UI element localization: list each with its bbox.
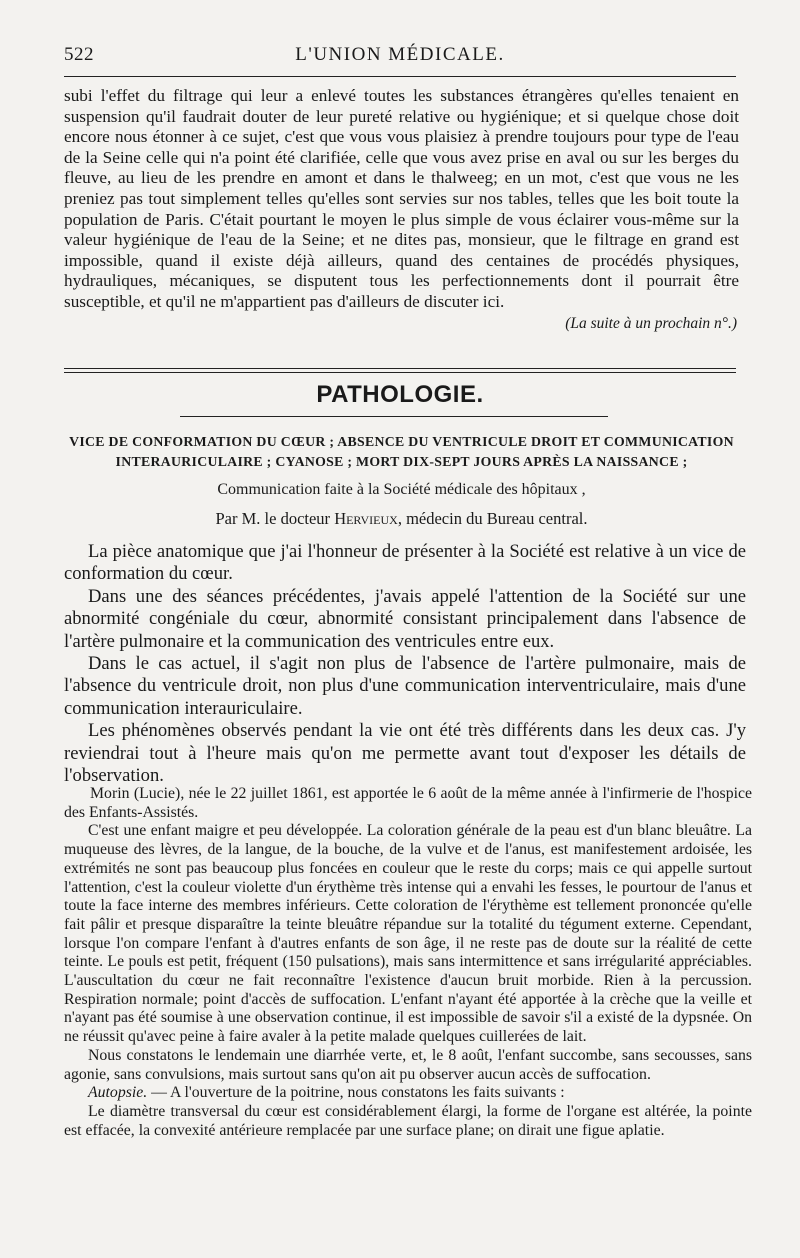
author-suffix: , médecin du Bureau central.: [397, 509, 588, 528]
intro-paragraph: Dans le cas actuel, il s'agit non plus de l'absence de l'artère pulmonaire, mais de l'absence du ventricule droit, non plus d'une communication interventriculaire, mais d'une communication interauriculaire.: [64, 653, 746, 719]
header-rule: [64, 76, 736, 77]
intro-paragraph: Les phénomènes observés pendant la vie ont été très différents dans les deux cas. J'y reviendrai tout à l'heure mais qu'on me permette avant tout d'exposer les détails de l'observation.: [64, 720, 746, 787]
author-prefix: Par M. le docteur: [215, 509, 331, 528]
intro-paragraph: La pièce anatomique que j'ai l'honneur de présenter à la Société est relative à un vice de conformation du cœur.: [64, 541, 746, 585]
author-line: [64, 509, 739, 529]
running-head: [64, 44, 736, 74]
page-number: 522: [64, 44, 94, 65]
intro-paragraph: Dans une des séances précédentes, j'avais appelé l'attention de la Société sur une abnormité congéniale du cœur, abnormité consistant principalement dans l'absence de l'artère pulmonaire et la communication des ventricules entre eux.: [64, 585, 746, 652]
section-title-rule: [180, 416, 608, 417]
author-name: Hervieux: [334, 509, 398, 528]
observation-paragraph: C'est une enfant maigre et peu développée. La coloration générale de la peau est d'un blanc bleuâtre. La muqueuse des lèvres, de la langue, de la bouche, de la vulve et de l'anus, est manifestement ardoisée, les extrémités ne sont pas beaucoup plus foncées en couleur que le reste du corps; mais ce qui appelle surtout l'attention, c'est la couleur violette d'un érythème très intense qui a envahi les fesses, le pourtour de l'anus et toute la face interne des membres inférieurs. Cette coloration de l'érythème est tellement prononcée qu'elle fait pâlir et presque disparaître la teinte bleuâtre répandue sur la totalité du tégument externe. Cependant, lorsque l'on compare l'enfant à d'autres enfants de son âge, il ne reste pas de doute sur la réalité de cette teinte. Le pouls est petit, fréquent (150 pulsations), mais sans intermittence et sans irrégularité appréciables. L'auscultation du cœur ne fait reconnaître l'existence d'aucun bruit morbide. Rien à la percussion. Respiration normale; point d'accès de suffocation. L'enfant n'ayant été apportée à la crèche que la veille et n'ayant pas été soumise à une observation continue, il est impossible de savoir s'il a existé de la dypsnée. On ne réussit qu'avec peine à faire avaler à la petite malade quelques cuillerées de lait.: [64, 822, 752, 1046]
article-title: [64, 432, 739, 472]
journal-title: L'UNION MÉDICALE.: [295, 44, 505, 65]
previous-article-text: subi l'effet du filtrage qui leur a enlevé toutes les substances étrangères qu'elles tenaient en suspension qu'il faudrait douter de leur pureté relative ou hygiénique; et si quelque chose doit encore nous étonner à ce sujet, c'est que vous vous plaisiez à prendre toujours pour type de l'eau de la Seine celle qui n'a point été clarifiée, celle que vous avez prise en aval ou sur les berges du fleuve, au lieu de les prendre en amont et dans le thalweeg; en un mot, c'est que vous ne les preniez pas tout simplement telles qu'elles sont servies sur nos tables, telles que les boit toute la population de Paris. C'était pourtant le moyen le plus simple de vous éclairer vous-même sur la valeur hygiénique de l'eau de la Seine; et ne dites pas, monsieur, que le filtrage en grand est impossible, quand il existe déjà ailleurs, quand des centaines de procédés physiques, hydrauliques, mécaniques, se disputent tous les perfectionnements dont il pourrait être susceptible, et qu'il ne m'appartient pas d'ailleurs de discuter ici.: [64, 86, 739, 311]
autopsy-label: Autopsie.: [88, 1084, 148, 1102]
section-rule-top: [64, 368, 736, 369]
communication-note: Communication faite à la Société médicale des hôpitaux ,: [217, 481, 586, 498]
autopsy-text: — A l'ouverture de la poitrine, nous constatons les faits suivants :: [147, 1084, 565, 1102]
section-title: PATHOLOGIE.: [316, 381, 484, 408]
previous-article: [64, 86, 739, 334]
article-title-line-1: VICE DE CONFORMATION DU CŒUR ; ABSENCE DU VENTRICULE DROIT ET COMMUNICATION: [69, 434, 734, 449]
article-title-line-2: INTERAURICULAIRE ; CYANOSE ; MORT DIX-SEPT JOURS APRÈS LA NAISSANCE ;: [115, 454, 688, 469]
intro-text: [64, 541, 746, 787]
observation-text: [64, 785, 752, 1140]
observation-paragraph: Morin (Lucie), née le 22 juillet 1861, est apportée le 6 août de la même année à l'infirmerie de l'hospice des Enfants-Assistés.: [64, 785, 752, 821]
section-rule-top-thin: [64, 372, 736, 373]
autopsy-paragraph: [64, 1084, 752, 1103]
observation-paragraph: Nous constatons le lendemain une diarrhée verte, et, le 8 août, l'enfant succombe, sans secousses, sans agonie, sans convulsions, mais surtout sans qu'on ait pu observer aucun accès de suffocation.: [64, 1046, 752, 1083]
final-paragraph: Le diamètre transversal du cœur est considérablement élargi, la forme de l'organe est altérée, la pointe est effacée, la convexité antérieure remplacée par une surface plane; on dirait une figue aplatie.: [64, 1102, 752, 1139]
continued-note: (La suite à un prochain n°.): [565, 314, 737, 332]
